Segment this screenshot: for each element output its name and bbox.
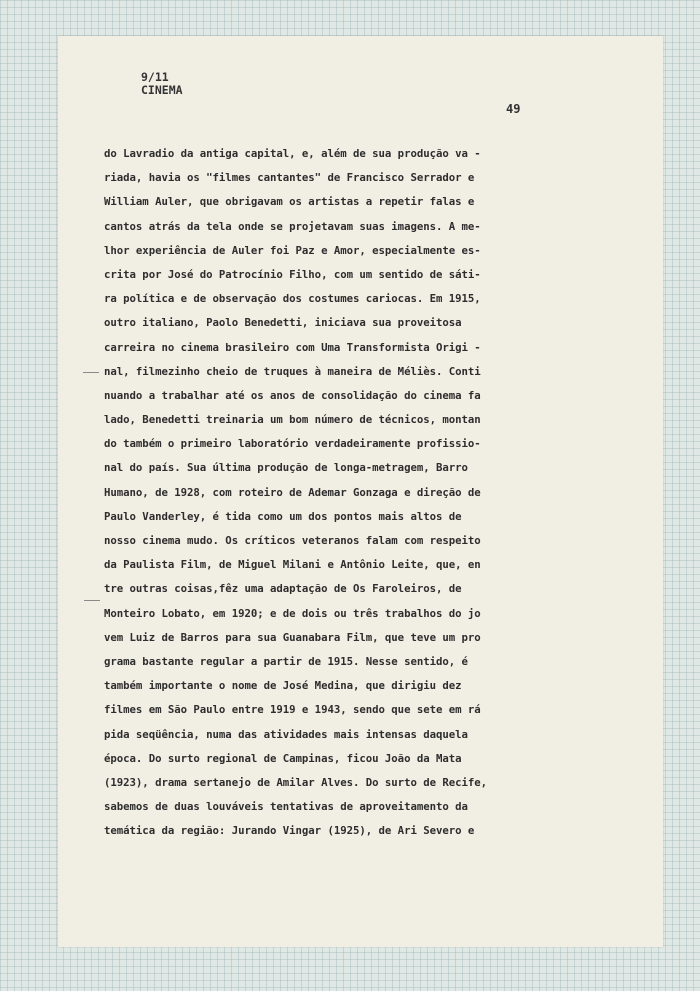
page-header [141,71,183,97]
text-line: nuando a trabalhar até os anos de consolidação do cinema fa [104,388,481,402]
header-section: CINEMA [141,83,183,97]
text-line: lhor experiência de Auler foi Paz e Amor, especialmente es- [104,243,481,257]
text-line: William Auler, que obrigavam os artistas a repetir falas e [104,195,475,209]
text-line: grama bastante regular a partir de 1915. Nesse sentido, é [104,654,468,668]
header-reference: 9/11 [141,70,169,84]
text-line: carreira no cinema brasileiro com Uma Transformista Origi - [104,340,481,354]
text-line: outro italiano, Paolo Benedetti, iniciava sua proveitosa [104,316,462,330]
text-line: filmes em São Paulo entre 1919 e 1943, sendo que sete em rá [104,703,481,717]
text-line: lado, Benedetti treinaria um bom número de técnicos, montan [104,413,481,427]
text-line: Paulo Vanderley, é tida como um dos pontos mais altos de [104,509,462,523]
margin-mark [83,372,99,373]
typed-body-text [104,142,544,843]
text-line: cantos atrás da tela onde se projetavam suas imagens. A me- [104,219,481,233]
text-line: do também o primeiro laboratório verdadeiramente profissio- [104,437,481,451]
text-line: crita por José do Patrocínio Filho, com um sentido de sáti- [104,267,481,281]
text-line: da Paulista Film, de Miguel Milani e Antônio Leite, que, en [104,558,481,572]
text-line: nal do país. Sua última produção de longa-metragem, Barro [104,461,468,475]
text-line: nal, filmezinho cheio de truques à maneira de Méliès. Conti [104,364,481,378]
margin-mark [84,600,100,601]
text-line: Humano, de 1928, com roteiro de Ademar Gonzaga e direção de [104,485,481,499]
text-line: temática da região: Jurando Vingar (1925), de Ari Severo e [104,824,475,838]
text-line: também importante o nome de José Medina, que dirigiu dez [104,679,462,693]
text-line: vem Luiz de Barros para sua Guanabara Film, que teve um pro [104,630,481,644]
text-line: tre outras coisas,fêz uma adaptação de Os Faroleiros, de [104,582,462,596]
text-line: (1923), drama sertanejo de Amilar Alves. Do surto de Recife, [104,775,488,789]
text-line: nosso cinema mudo. Os críticos veteranos falam com respeito [104,534,481,547]
text-line: Monteiro Lobato, em 1920; e de dois ou três trabalhos do jo [104,606,481,620]
text-line: sabemos de duas louváveis tentativas de aproveitamento da [104,800,468,814]
text-line: do Lavradio da antiga capital, e, além de sua produção va - [104,147,481,160]
text-line: pida seqüência, numa das atividades mais intensas daquela [104,727,468,741]
text-line: época. Do surto regional de Campinas, ficou João da Mata [104,751,462,765]
text-line: ra política e de observação dos costumes cariocas. Em 1915, [104,292,481,306]
page-number: 49 [506,102,521,116]
text-line: riada, havia os "filmes cantantes" de Francisco Serrador e [104,171,475,185]
